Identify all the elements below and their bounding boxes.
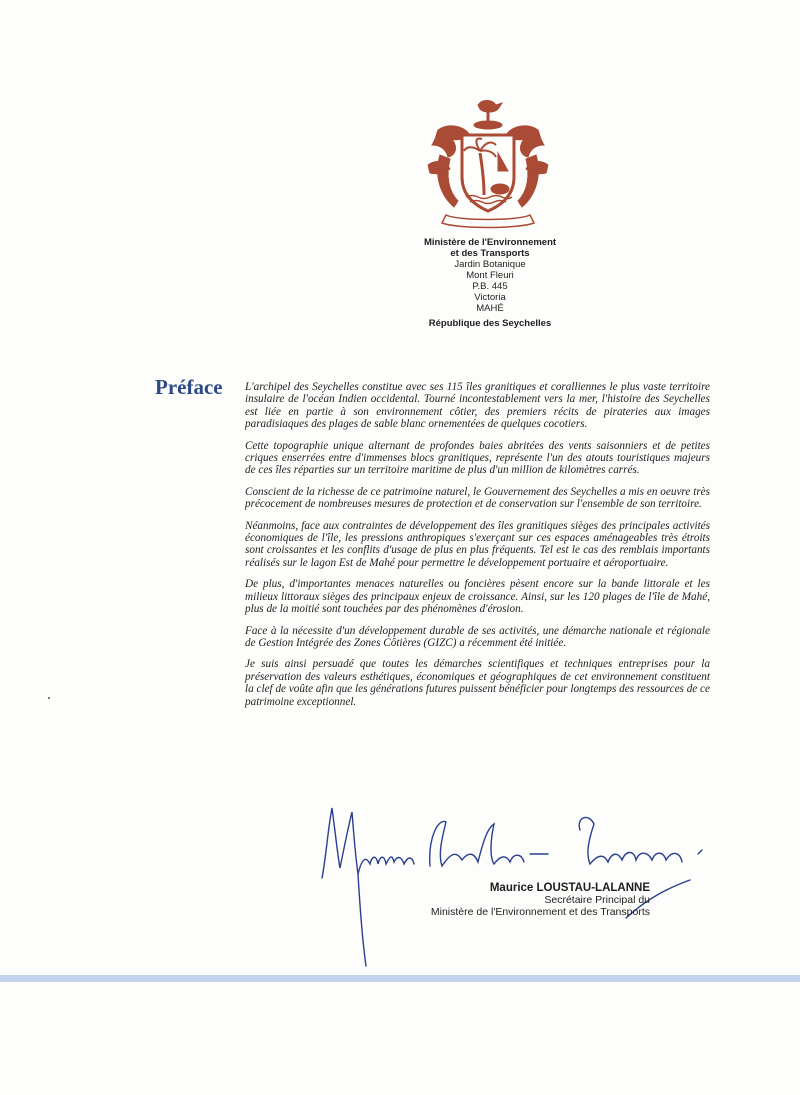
address-line: Mont Fleuri (466, 270, 514, 281)
signer-title-line: Ministère de l'Environnement et des Transports (430, 906, 650, 918)
paragraph: Je suis ainsi persuadé que toutes les démarches scientifiques et techniques entreprises pour la préservation des valeurs esthétiques, économiques et géographiques de cet environnement constituent la clef de voûte afin que les générations futures puissent bénéficier pour longtemps des ressources de ce patrimoine exceptionnel. (245, 658, 710, 708)
paragraph: Cette topographie unique alternant de profondes baies abritées des vents saisonniers et de petites criques enserrées entre d'immenses blocs granitiques, représente l'un des atouts touristiques majeurs de ces îles réparties sur un territoire maritime de plus d'un million de kilomètres carrés. (245, 439, 710, 477)
footer-rule (0, 975, 800, 982)
address-line: MAHÉ (476, 303, 504, 314)
address-line: Victoria (474, 292, 506, 303)
paragraph: De plus, d'importantes menaces naturelles ou foncières pèsent encore sur la bande littorale et les milieux littoraux sièges des principaux enjeux de croissance. Ainsi, sur les 120 plages de l'île de Mahé, plus de la moitié sont touchées par des phénomènes d'érosion. (245, 578, 710, 616)
preface-title: Préface (155, 375, 223, 399)
ministry-address (380, 237, 600, 329)
paragraph: Conscient de la richesse de ce patrimoine naturel, le Gouvernement des Seychelles a mis en oeuvre très précocement de nombreuses mesures de protection et de conservation sur l'ensemble de son territoire. (245, 485, 710, 511)
address-line: Jardin Botanique (454, 259, 526, 270)
paragraph: Néanmoins, face aux contraintes de développement des îles granitiques sièges des principales activités économiques de l'île, les pressions anthropiques s'exerçant sur ces espaces aménageables très étroits sont croissantes et les conflits d'usage de plus en plus fréquents. Tel est le cas des remblais importants réalisés sur le lagon Est de Mahé pour permettre le développement portuaire et aéroportuaire. (245, 519, 710, 569)
signer-name: Maurice LOUSTAU-LALANNE (489, 882, 650, 894)
signer-block (400, 882, 650, 918)
country-name: République des Seychelles (428, 318, 552, 329)
address-line: P.B. 445 (472, 281, 508, 292)
signer-title-line: Secrétaire Principal du (544, 894, 650, 906)
coat-of-arms-icon (418, 95, 558, 235)
paragraph: Face à la nécessite d'un développement durable de ses activités, une démarche nationale et régionale de Gestion Intégrée des Zones Côtières (GIZC) a récemment été initiée. (245, 624, 710, 649)
scan-speck (48, 697, 50, 699)
ministry-name-line2: et des Transports (450, 248, 530, 259)
paragraph: L'archipel des Seychelles constitue avec ses 115 îles granitiques et coralliennes le plus vaste territoire insulaire de l'océan Indien occidental. Tourné incontestablement vers la mer, l'histoire des Seychelles est liée en partie à son environnement côtier, des premiers récits de pirateries aux images paradisiaques des plages de sable blanc ornementées de quelques cocotiers. (245, 381, 710, 431)
preface-body (245, 381, 710, 717)
ministry-name-line1: Ministère de l'Environnement (423, 237, 557, 248)
